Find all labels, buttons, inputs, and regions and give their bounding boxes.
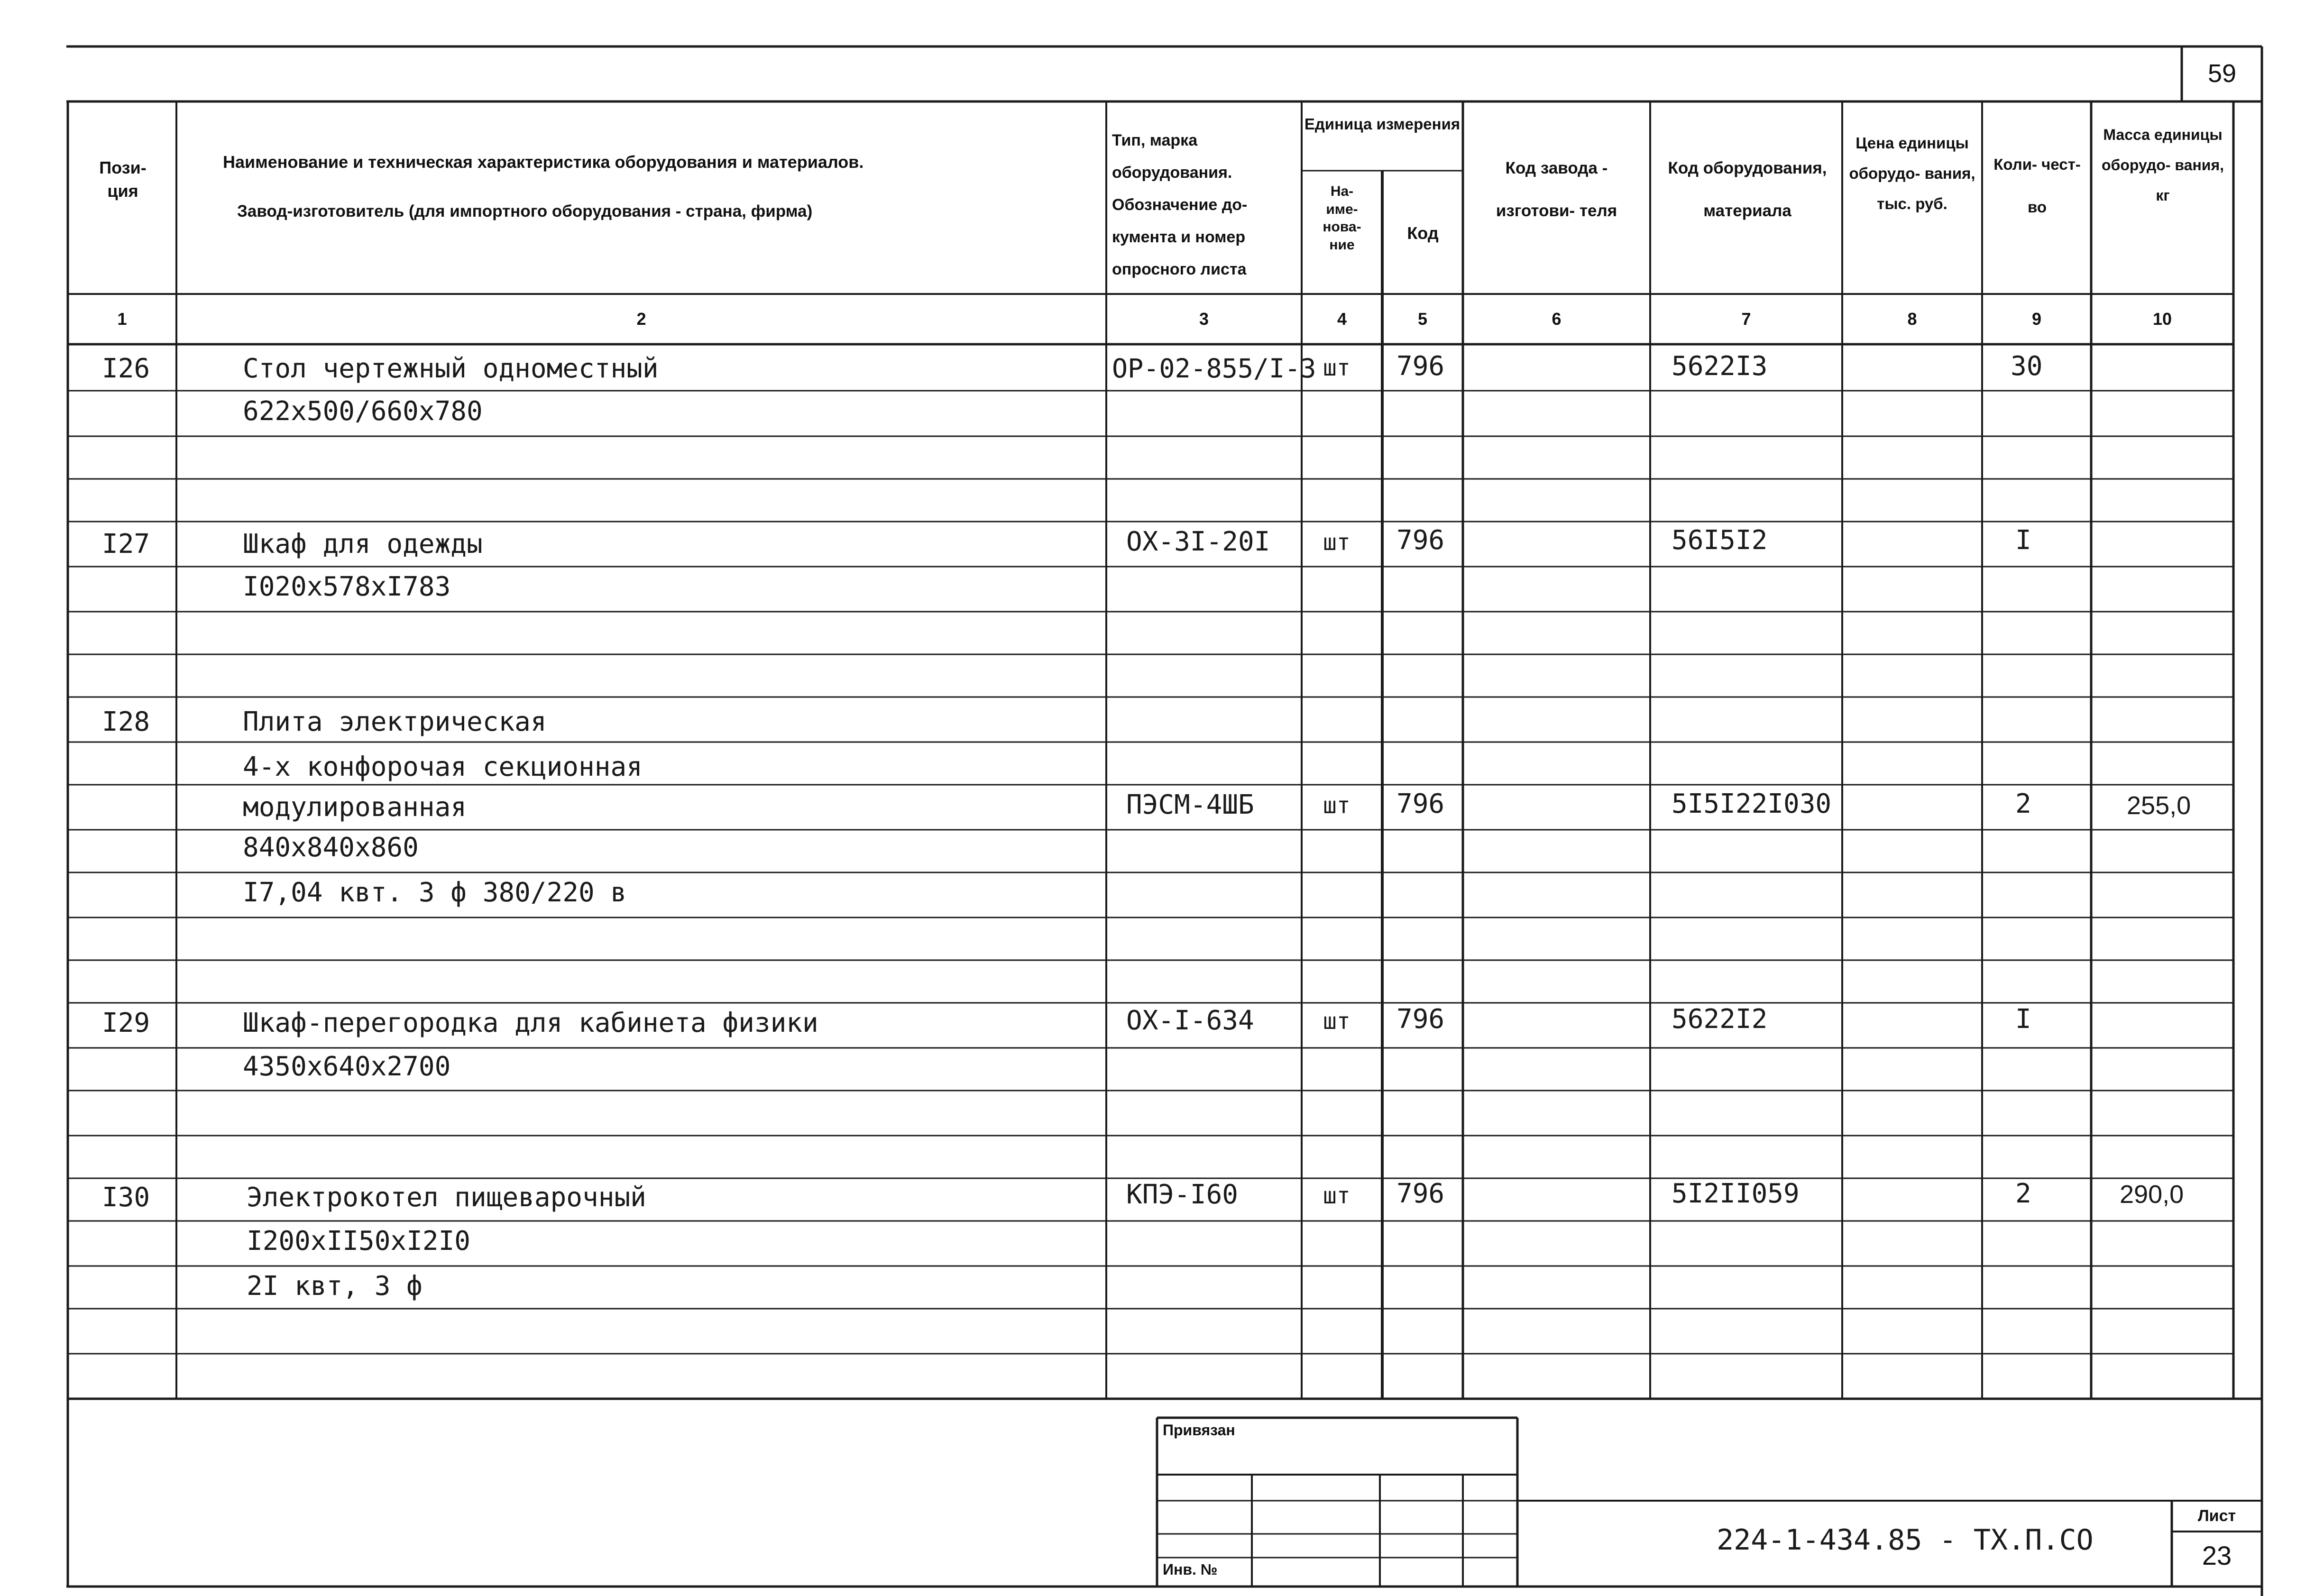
header-price: Цена единицы оборудо- вания, тыс. руб. [1849,134,1975,212]
sheet-number: 23 [2202,1541,2232,1570]
row-name: Стол чертежный одноместный [243,353,659,384]
row-unit-code: 796 [1396,525,1445,556]
row-unit-code: 796 [1396,1178,1445,1209]
row-name: I7,04 квт. 3 ф 380/220 в [243,877,627,908]
header-name-line1: Наименование и техническая характеристика оборудования и материалов. [223,152,864,172]
page-number: 59 [2207,59,2237,88]
row-name: Шкаф-перегородка для кабинета физики [243,1008,818,1038]
column-number: 4 [1337,309,1347,329]
row-name: Электрокотел пищеварочный [247,1182,646,1213]
row-unit: шт [1323,792,1350,819]
row-type: ОР-02-855/I-3 [1112,353,1316,384]
column-number: 1 [117,309,127,329]
header-unit: Единица измерения [1304,115,1461,133]
row-quantity: 2 [2015,1178,2031,1209]
header-quantity: Коли- чест- во [1993,156,2081,216]
column-number: 8 [1907,309,1917,329]
row-position: I28 [102,706,150,737]
row-unit: шт [1323,1183,1350,1209]
stamp-inventory: Инв. № [1163,1561,1218,1578]
column-number: 9 [2031,309,2042,329]
row-type: ОХ-3I-20I [1126,526,1270,557]
header-type: Тип, марка оборудования. Обозначение до- кумента и номер опросного листа [1112,131,1248,278]
row-type: ПЭСМ-4ШБ [1126,789,1254,820]
column-number: 7 [1741,309,1751,329]
row-unit: шт [1323,1008,1350,1035]
header-mass: Масса единицы оборудо- вания, кг [2102,126,2224,204]
sheet-label: Лист [2197,1507,2236,1525]
header-unit-code: Код [1407,223,1439,243]
row-quantity: 30 [2011,351,2043,382]
column-number: 6 [1552,309,1562,329]
header-material-code: Код оборудования, материала [1668,159,1827,220]
row-mass: 255,0 [2127,791,2191,820]
header-position: Пози- ция [99,158,147,201]
row-quantity: I [2015,1004,2031,1035]
column-number: 5 [1417,309,1428,329]
row-unit-code: 796 [1396,351,1445,382]
row-quantity: I [2015,525,2031,556]
row-position: I27 [102,529,150,560]
row-unit-code: 796 [1396,1004,1445,1035]
header-name-line2: Завод-изготовитель (для импортного оборудования - страна, фирма) [237,202,813,220]
row-position: I30 [102,1182,150,1213]
stamp-privyazan: Привязан [1163,1422,1235,1439]
row-unit: шт [1323,355,1350,381]
row-material-code: 5I5I22I030 [1672,789,1832,819]
row-material-code: 5622I2 [1672,1004,1768,1035]
column-number: 10 [2152,309,2172,329]
header-factory-code: Код завода - изготови- теля [1496,159,1617,220]
row-name: 4-х конфорочая секционная [243,752,643,782]
row-material-code: 5I2II059 [1672,1178,1800,1209]
row-name: модулированная [243,792,467,823]
row-name: 4350х640х2700 [243,1051,451,1082]
row-name: 622х500/660х780 [243,396,483,427]
row-unit-code: 796 [1396,789,1445,819]
row-quantity: 2 [2015,789,2031,819]
row-material-code: 5622I3 [1672,351,1768,382]
row-position: I29 [102,1008,150,1038]
row-name: 2I квт, 3 ф [247,1271,423,1302]
row-material-code: 56I5I2 [1672,525,1768,556]
row-mass: 290,0 [2120,1180,2184,1209]
row-type: ОХ-I-634 [1126,1005,1254,1036]
row-type: КПЭ-I60 [1126,1179,1239,1210]
row-position: I26 [102,353,150,384]
document-code: 224-1-434.85 - ТХ.П.СО [1717,1523,2094,1557]
row-name: Плита электрическая [243,706,547,737]
row-name: I020х578хI783 [243,571,451,602]
row-name: Шкаф для одежды [243,529,483,560]
row-name: I200хII50хI2I0 [247,1226,471,1257]
row-unit: шт [1323,529,1350,556]
row-name: 840х840х860 [243,832,419,863]
column-number: 3 [1199,309,1209,329]
header-unit-name: На- име- нова- ние [1323,183,1361,253]
column-number: 2 [636,309,646,329]
